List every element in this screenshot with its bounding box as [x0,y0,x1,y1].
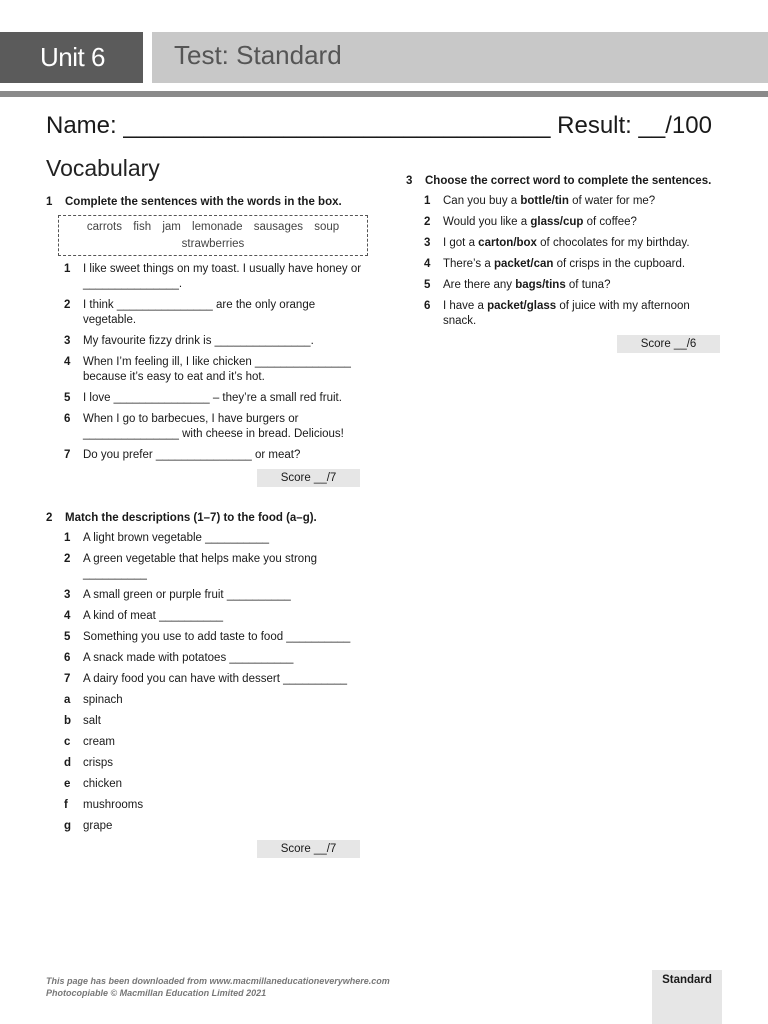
word-box-item: lemonade [192,221,243,233]
item-number: 2 [64,553,71,565]
item-number: 5 [424,279,431,291]
item-text: A snack made with potatoes __________ [83,652,294,664]
choice-words: packet/can [493,258,554,270]
q3-item [406,215,726,230]
q2-option [46,798,366,813]
q3-item [406,257,726,272]
option-letter: g [64,820,72,832]
item-text: A dairy food you can have with dessert __________ [83,673,348,685]
q1-item [46,391,366,406]
question-3-instruction [406,174,726,189]
option-letter: f [64,799,68,811]
item-number: 6 [424,300,431,312]
item-number: 7 [64,449,71,461]
item-text: When I’m feeling ill, I like chicken _______________ because it’s easy to eat and it’s hot. [83,356,351,383]
item-number: 5 [64,631,71,643]
word-box-item: carrots [86,221,122,233]
q1-item [46,298,366,328]
q2-option [46,819,366,834]
q2-item [46,609,366,624]
item-post: of tuna? [565,279,611,291]
word-box-item: strawberries [181,238,245,250]
q1-item [46,334,366,349]
word-box-item: jam [162,221,181,233]
q2-item [46,531,366,546]
choice-words: bags/tins [515,279,566,291]
q3-item [406,194,726,209]
item-text: A kind of meat __________ [83,610,224,622]
option-text: salt [83,715,101,727]
item-number: 3 [64,335,71,347]
option-letter: d [64,757,72,769]
q2-item [46,588,366,603]
copyright-text: Photocopiable © Macmillan Education Limited 2021 [46,988,267,998]
score-box: Score __/6 [617,335,720,353]
item-number: 1 [64,263,71,275]
q2-option [46,735,366,750]
q2-option [46,777,366,792]
item-number: 6 [64,652,71,664]
item-number: 5 [64,392,71,404]
item-text: When I go to barbecues, I have burgers or _______________ with cheese in bread. Delicious! [83,413,344,440]
score-box: Score __/7 [257,840,360,858]
q1-item [46,262,366,292]
item-number: 4 [64,356,71,368]
question-number: 2 [46,512,53,524]
item-post: of coffee? [583,216,637,228]
choice-words: carton/box [478,237,537,249]
q1-item [46,448,366,463]
q2-option [46,693,366,708]
item-pre: Would you like a [443,216,531,228]
option-text: spinach [83,694,123,706]
q2-item [46,651,366,666]
item-pre: Can you buy a [443,195,521,207]
item-pre: I have a [443,300,488,312]
option-letter: b [64,715,72,727]
q2-option [46,714,366,729]
item-text: I love _______________ – they’re a small red fruit. [83,392,342,404]
item-text: A green vegetable that helps make you strong __________ [83,553,317,580]
item-text: Something you use to add taste to food __________ [83,631,351,643]
option-letter: a [64,694,71,706]
item-number: 4 [424,258,431,270]
q1-item [46,355,366,385]
word-box-item: fish [133,221,152,233]
item-pre: Are there any [443,279,516,291]
item-number: 3 [64,589,71,601]
item-number: 3 [424,237,431,249]
item-post: of juice with my afternoon snack. [443,300,690,327]
item-number: 1 [64,532,71,544]
item-number: 4 [64,610,71,622]
option-letter: c [64,736,71,748]
name-result-line: Name: ________________________________ Result: __/100 [46,112,712,139]
test-title: Test: Standard [152,32,768,83]
choice-words: bottle/tin [520,195,569,207]
right-column [406,174,726,353]
item-text: I like sweet things on my toast. I usually have honey or _______________. [83,263,362,290]
option-letter: e [64,778,71,790]
question-1-instruction [46,195,366,210]
option-text: cream [83,736,115,748]
download-source-text: This page has been downloaded from www.macmillaneducationeverywhere.com [46,976,390,986]
item-post: of crisps in the cupboard. [553,258,686,270]
q1-item [46,412,366,442]
option-text: mushrooms [83,799,144,811]
item-text: Do you prefer _______________ or meat? [83,449,301,461]
item-pre: I got a [443,237,479,249]
q2-item [46,552,366,582]
item-pre: There’s a [443,258,494,270]
item-number: 7 [64,673,71,685]
option-text: crisps [83,757,114,769]
option-text: grape [83,820,113,832]
item-text: A light brown vegetable __________ [83,532,270,544]
choice-words: glass/cup [530,216,584,228]
q3-item [406,278,726,293]
left-column [46,195,366,858]
item-text: A small green or purple fruit __________ [83,589,291,601]
item-number: 1 [424,195,431,207]
choice-words: packet/glass [487,300,557,312]
question-number: 1 [46,196,53,208]
level-badge: Standard [652,970,722,1024]
section-title: Vocabulary [46,155,160,181]
question-2-instruction [46,511,366,526]
item-post: of chocolates for my birthday. [536,237,690,249]
q2-item [46,630,366,645]
word-box [58,215,368,256]
item-number: 6 [64,413,71,425]
item-text: My favourite fizzy drink is _______________. [83,335,314,347]
item-text: I think _______________ are the only orange vegetable. [83,299,316,326]
option-text: chicken [83,778,122,790]
footer-credit [46,975,390,999]
score-box: Score __/7 [257,469,360,487]
unit-label: Unit 6 [0,32,143,83]
q3-item [406,236,726,251]
header-divider [0,91,768,97]
question-number: 3 [406,175,413,187]
instruction-text: Choose the correct word to complete the sentences. [425,175,712,187]
q3-item [406,299,726,329]
instruction-text: Complete the sentences with the words in the box. [65,196,342,208]
word-box-item: sausages [253,221,303,233]
instruction-text: Match the descriptions (1–7) to the food (a–g). [65,512,317,524]
q2-option [46,756,366,771]
word-box-item: soup [314,221,340,233]
item-number: 2 [64,299,71,311]
item-number: 2 [424,216,431,228]
item-post: of water for me? [568,195,656,207]
q2-item [46,672,366,687]
